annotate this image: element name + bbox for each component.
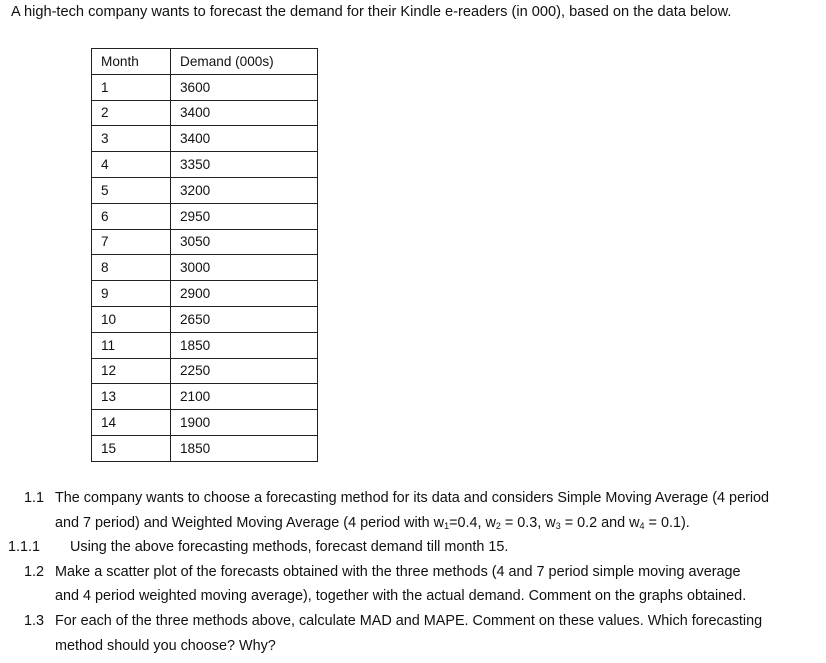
- month-cell: 14: [92, 410, 171, 436]
- table-row: [92, 384, 318, 410]
- month-cell: 12: [92, 358, 171, 384]
- month-cell: 11: [92, 332, 171, 358]
- month-cell: 2: [92, 100, 171, 126]
- weight-subscript: 4: [639, 520, 645, 531]
- weights-text: and 7 period) and Weighted Moving Average (4 period with w: [55, 514, 445, 531]
- table-row: [92, 435, 318, 461]
- question-number: 1.1: [24, 490, 45, 506]
- question-text: Using the above forecasting methods, forecast demand till month 15.: [70, 539, 509, 556]
- weight-value: = 0.3, w: [500, 514, 556, 531]
- month-cell: 6: [92, 203, 171, 229]
- table-body: [92, 74, 318, 461]
- table-row: [92, 358, 318, 384]
- month-cell: 3: [92, 126, 171, 152]
- question-text: The company wants to choose a forecasting method for its data and considers Simple Moving Average (4 period: [55, 490, 770, 506]
- table-row: [92, 74, 318, 100]
- table-row: [92, 177, 318, 203]
- demand-cell: 2950: [171, 203, 318, 229]
- month-cell: 15: [92, 435, 171, 461]
- question-1-1: [24, 486, 814, 511]
- question-number: 1.3: [24, 612, 45, 629]
- demand-cell: 2100: [171, 384, 318, 410]
- weight-value: =0.4, w: [449, 514, 496, 531]
- table-row: [92, 126, 318, 152]
- intro-text: A high-tech company wants to forecast the demand for their Kindle e-readers (in 000), based on the data below.: [11, 4, 732, 20]
- demand-cell: 1850: [171, 332, 318, 358]
- demand-cell: 3000: [171, 255, 318, 281]
- demand-cell: 2250: [171, 358, 318, 384]
- table-row: [92, 281, 318, 307]
- month-cell: 9: [92, 281, 171, 307]
- question-text: For each of the three methods above, calculate MAD and MAPE. Comment on these values. Which forecasting: [55, 612, 763, 629]
- table-header-row: [92, 49, 318, 75]
- table-row: [92, 203, 318, 229]
- question-number: 1.1.1: [8, 539, 41, 556]
- demand-cell: 1850: [171, 435, 318, 461]
- month-cell: 7: [92, 229, 171, 255]
- month-cell: 8: [92, 255, 171, 281]
- weight-subscript: 3: [555, 520, 561, 531]
- table-row: [92, 410, 318, 436]
- question-1-3-continuation: [24, 634, 814, 659]
- month-cell: 13: [92, 384, 171, 410]
- month-cell: 4: [92, 152, 171, 178]
- table-row: [92, 229, 318, 255]
- demand-cell: 3200: [171, 177, 318, 203]
- weight-subscript: 2: [495, 520, 501, 531]
- question-1-3: [24, 609, 814, 634]
- demand-cell: 3400: [171, 126, 318, 152]
- demand-cell: 2900: [171, 281, 318, 307]
- column-header-month: Month: [92, 49, 171, 75]
- demand-cell: 3400: [171, 100, 318, 126]
- month-cell: 10: [92, 306, 171, 332]
- demand-table: [91, 48, 318, 462]
- table-row: [92, 332, 318, 358]
- table-row: [92, 152, 318, 178]
- demand-cell: 2650: [171, 306, 318, 332]
- questions-section: [8, 486, 814, 658]
- weight-value: = 0.2 and w: [560, 514, 640, 531]
- demand-cell: 3350: [171, 152, 318, 178]
- table-row: [92, 255, 318, 281]
- question-1-1-1: [8, 535, 814, 560]
- question-text-continuation: method should you choose? Why?: [55, 637, 276, 654]
- column-header-demand: Demand (000s): [171, 49, 318, 75]
- weight-value: = 0.1).: [644, 514, 690, 531]
- question-1-1-continuation: [24, 511, 814, 536]
- question-1-2: [24, 560, 814, 585]
- table-row: [92, 100, 318, 126]
- question-number: 1.2: [24, 563, 45, 580]
- demand-cell: 1900: [171, 410, 318, 436]
- demand-cell: 3600: [171, 74, 318, 100]
- question-text: Make a scatter plot of the forecasts obtained with the three methods (4 and 7 period simple moving average: [55, 563, 741, 580]
- weight-subscript: 1: [444, 520, 450, 531]
- question-text-continuation: and 4 period weighted moving average), together with the actual demand. Comment on the graphs obtained.: [55, 588, 747, 605]
- question-text-continuation: [24, 511, 690, 536]
- month-cell: 5: [92, 177, 171, 203]
- month-cell: 1: [92, 74, 171, 100]
- question-1-2-continuation: [24, 584, 814, 609]
- table-row: [92, 306, 318, 332]
- demand-cell: 3050: [171, 229, 318, 255]
